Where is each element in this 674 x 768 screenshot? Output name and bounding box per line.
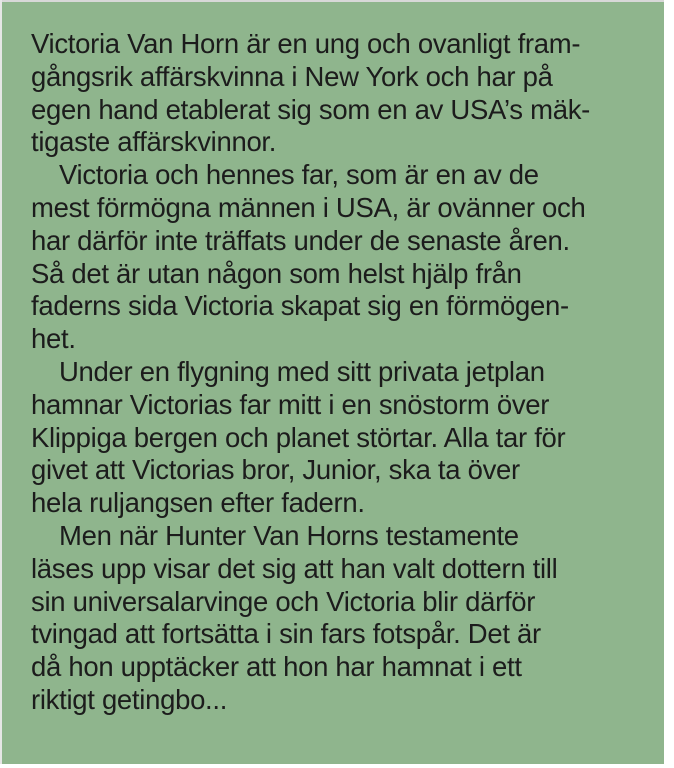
blurb-line: Victoria Van Horn är en ung och ovanligt fram-: [31, 28, 581, 59]
blurb-line: då hon upptäcker att hon har hamnat i ett: [31, 651, 522, 683]
blurb-line: hamnar Victorias far mitt i en snöstorm över: [31, 388, 550, 420]
blurb-line: har därför inte träffats under de senaste åren.: [31, 224, 570, 256]
scan-border-left: [0, 0, 2, 768]
blurb-line: Klippiga bergen och planet störtar. Alla tar för: [31, 421, 566, 453]
blurb-line: tvingad att fortsätta i sin fars fotspår. Det är: [31, 618, 541, 650]
blurb-line: egen hand etablerat sig som en av USA’s mäk-: [31, 93, 591, 125]
scan-border-bottom: [0, 764, 674, 768]
blurb-line: gångsrik affärskvinna i New York och har på: [31, 60, 553, 92]
blurb-line: hela ruljangsen efter fadern.: [31, 487, 365, 519]
blurb-line: faderns sida Victoria skapat sig en förmögen-: [31, 290, 569, 322]
blurb-line: het.: [31, 323, 76, 355]
blurb-line: riktigt getingbo...: [31, 683, 228, 715]
blurb-line: Under en flygning med sitt privata jetplan: [59, 355, 545, 387]
blurb-line: läses upp visar det sig att han valt dottern till: [31, 552, 558, 584]
blurb-line: Men när Hunter Van Horns testamente: [59, 519, 519, 551]
blurb-line: tigaste affärskvinnor.: [31, 126, 277, 158]
scan-border-top: [0, 0, 674, 2]
blurb-text: [31, 28, 631, 717]
blurb-line: mest förmögna männen i USA, är ovänner och: [31, 191, 586, 223]
blurb-line: Victoria och hennes far, som är en av de: [59, 159, 539, 191]
blurb-line: Så det är utan någon som helst hjälp från: [31, 257, 522, 289]
blurb-line: givet att Victorias bror, Junior, ska ta över: [31, 454, 520, 486]
scan-border-right: [664, 0, 674, 768]
blurb-line: sin universalarvinge och Victoria blir därför: [31, 585, 536, 617]
